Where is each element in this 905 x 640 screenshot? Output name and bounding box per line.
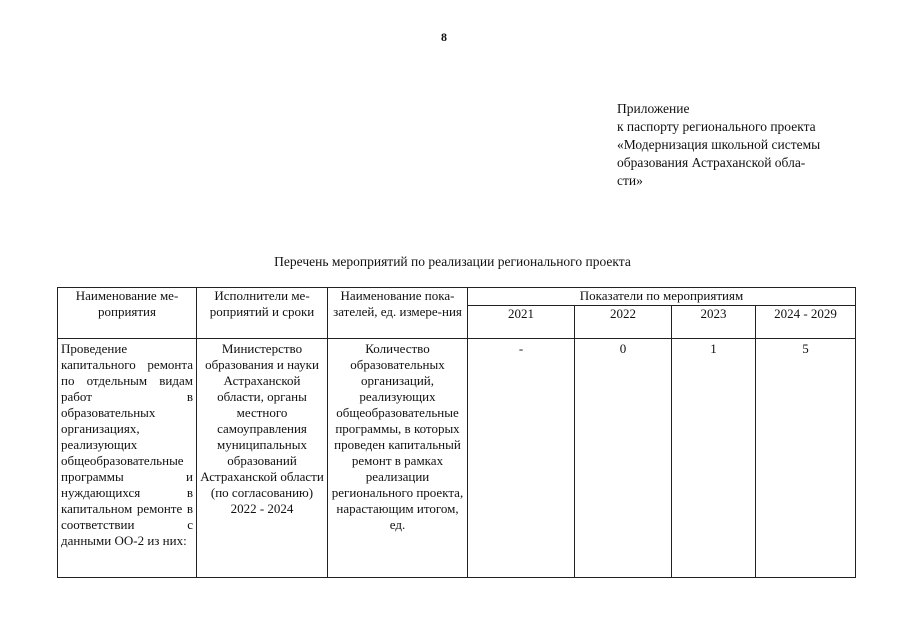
header-executors: Исполнители ме-роприятий и сроки <box>197 288 328 339</box>
value-cell-2024-2029: 5 <box>756 339 856 578</box>
value-cell-2023: 1 <box>672 339 756 578</box>
header-activity-name: Наименование ме-роприятия <box>58 288 197 339</box>
appendix-line: образования Астраханской обла- <box>617 155 806 170</box>
executors-text: Министерство образования и науки Астраханской области, органы местного самоуправления муниципальных образований Астраханской области (по согласованию) <box>200 341 324 500</box>
header-year: 2022 <box>575 306 672 339</box>
header-indicators-group: Показатели по мероприятиям <box>468 288 856 306</box>
value-cell-2022: 0 <box>575 339 672 578</box>
table-row <box>58 339 856 578</box>
activity-name-cell: Проведение капитального ремонта по отдельным видам работ в образовательных организациях, реализующих общеобразовательные программы и нуждающихся в капитальном ремонте в соответствии с данными ОО-2 из них: <box>58 339 197 578</box>
appendix-line: Приложение <box>617 101 690 116</box>
appendix-line: к паспорту регионального проекта <box>617 119 816 134</box>
appendix-line: «Модернизация школьной системы <box>617 137 821 152</box>
indicator-cell: Количество образовательных организаций, реализующих общеобразовательные программы, в которых проведен капитальный ремонт в рамках реализации регионального проекта, нарастающим итогом, ед. <box>328 339 468 578</box>
executors-cell <box>197 339 328 578</box>
page-number: 8 <box>441 30 447 44</box>
header-year: 2023 <box>672 306 756 339</box>
header-indicator: Наименование пока-зателей, ед. измере-ния <box>328 288 468 339</box>
appendix-note <box>617 100 857 190</box>
header-year: 2021 <box>468 306 575 339</box>
appendix-line: сти» <box>617 173 643 188</box>
value-cell-2021: - <box>468 339 575 578</box>
period-text: 2022 - 2024 <box>230 501 294 516</box>
list-title: Перечень мероприятий по реализации регионального проекта <box>274 254 631 269</box>
header-year: 2024 - 2029 <box>756 306 856 339</box>
activities-table <box>57 287 856 578</box>
table-header-row <box>58 288 856 306</box>
